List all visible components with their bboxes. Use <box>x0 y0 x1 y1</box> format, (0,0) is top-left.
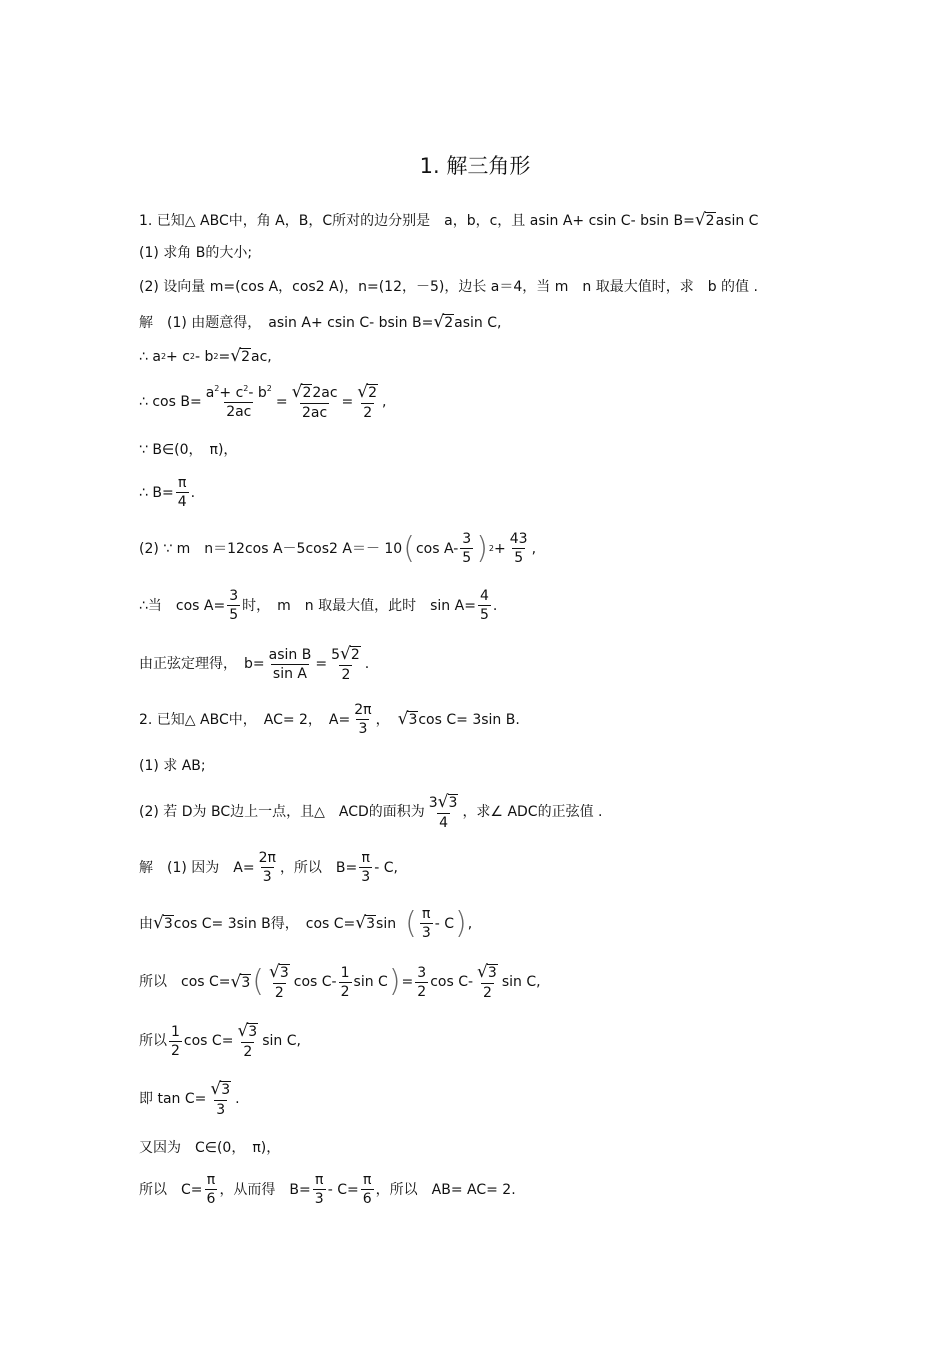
paren-right: ) <box>388 964 401 999</box>
fraction: √ 3 2 <box>269 962 289 1001</box>
text: ，求∠ ADC的正弦值 . <box>462 804 603 820</box>
solution-1-line-3 <box>139 384 387 420</box>
sqrt: √ 3 <box>397 709 418 729</box>
fraction: 5 √ 2 2 <box>331 644 360 683</box>
sqrt: √ 3 <box>355 913 376 933</box>
fraction: $\frac{\pi}{6}$ <box>206 1172 216 1207</box>
text: , <box>382 394 387 410</box>
fraction: $\frac{2\pi}{3}$ <box>258 850 276 885</box>
text: ， <box>375 711 390 728</box>
text: - C, <box>374 859 398 876</box>
text: ac, <box>251 348 272 365</box>
fraction: $\frac{\pi}{3}$ <box>421 906 431 941</box>
sqrt: √ 2 <box>433 312 454 332</box>
sqrt: √ 3 <box>153 913 173 933</box>
sqrt: √ 3 <box>230 971 251 992</box>
text: 由正弦定理得， b= <box>139 656 265 672</box>
text: + c <box>166 348 190 365</box>
solution-2-line-3 <box>139 964 541 1000</box>
fraction: $\frac{\text{asin B}}{\text{sin A}}$ <box>268 646 312 682</box>
solution-1-line-4: ∵ B∈(0， π)， <box>139 442 238 458</box>
fraction: $\frac{\pi}{6}$ <box>362 1172 372 1207</box>
text: sin C, <box>501 974 541 990</box>
solution-1-line-8 <box>139 646 369 682</box>
text: 所以 cos C= <box>139 974 231 990</box>
text: - C= <box>327 1181 359 1198</box>
problem-2-statement <box>139 703 520 736</box>
text: = <box>218 348 231 365</box>
paren-right: ) <box>476 530 488 566</box>
exponent: 2 <box>213 351 219 361</box>
exponent: 2 <box>189 351 196 361</box>
text: ∴ a <box>139 348 161 365</box>
text: - b <box>195 348 214 365</box>
text: 解 (1) 因为 A= <box>139 859 255 876</box>
problem-2-question-1: (1) 求 AB; <box>139 758 206 774</box>
fraction: $\frac{2\pi}{3}$ <box>354 702 372 737</box>
paren-left: ( <box>252 964 264 999</box>
text: asin C <box>715 212 759 229</box>
text: = <box>341 394 354 410</box>
text: cos C= 3sin B得， cos C= <box>173 915 356 932</box>
text: = <box>275 394 288 410</box>
text: ∴当 cos A= <box>139 597 226 614</box>
problem-2-question-2 <box>139 794 602 830</box>
text: asin C, <box>454 314 502 331</box>
text: 所以 C= <box>139 1181 203 1198</box>
solution-2-line-1 <box>139 851 398 884</box>
text: (2) ∵ m n＝12cos A－5cos2 A＝－ 10 <box>139 540 403 557</box>
fraction: $\frac{3}{2}$ <box>417 964 427 1000</box>
text: sin C, <box>262 1033 301 1049</box>
text: sin <box>376 915 397 932</box>
fraction: $\frac{1}{2}$ <box>340 964 350 1000</box>
text: cos C- <box>293 974 337 990</box>
solution-1-line-6 <box>139 532 536 565</box>
text: 解 (1) 由题意得， asin A+ csin C- bsin B= <box>139 314 434 331</box>
fraction: $\frac{\pi}{3}$ <box>314 1172 324 1207</box>
text: cos A- <box>415 540 459 557</box>
text: , <box>467 915 473 932</box>
text: + <box>494 540 506 557</box>
problem-1-question-1: (1) 求角 B的大小; <box>139 245 253 261</box>
paren-right: ) <box>455 905 467 941</box>
text: 时， m n 取最大值，此时 sin A= <box>242 597 476 614</box>
text: ，从而得 B= <box>219 1181 311 1198</box>
fraction: $\frac{3}{5}$ <box>229 588 239 623</box>
fraction: √ 2 2 <box>357 382 378 421</box>
text: , <box>531 540 537 557</box>
solution-2-line-6: 又因为 C∈(0， π)， <box>139 1140 281 1156</box>
solution-1-line-7 <box>139 589 497 622</box>
exponent: 2 <box>160 351 167 361</box>
solution-2-line-7 <box>139 1173 516 1206</box>
text: = <box>315 656 328 672</box>
solution-2-line-2 <box>139 907 472 940</box>
text: - C <box>434 915 455 932</box>
text: . <box>235 1091 240 1107</box>
text: 由 <box>139 915 153 932</box>
fraction: $\frac{1}{2}$ <box>171 1023 180 1059</box>
fraction: $\frac{a^2+ c^2- b^2}{2ac}$ <box>205 384 272 420</box>
text: ∴ B= <box>139 484 174 501</box>
fraction: √ 3 2 <box>477 962 497 1001</box>
fraction: $\frac{\pi}{4}$ <box>177 475 187 510</box>
fraction: $\frac{43}{5}$ <box>509 531 528 566</box>
paren-left: ( <box>403 530 415 566</box>
fraction: 3 √ 3 4 <box>428 792 458 831</box>
fraction: √ 3 3 <box>210 1079 231 1118</box>
text: (2) 若 D为 BC边上一点，且△ ACD的面积为 <box>139 804 425 820</box>
fraction: $\frac{4}{5}$ <box>479 588 489 623</box>
text: 2. 已知△ ABC中， AC= 2， A= <box>139 711 351 728</box>
text: = <box>401 974 414 990</box>
fraction: √ 3 2 <box>237 1021 258 1060</box>
solution-1-line-2 <box>139 348 272 365</box>
text: ，所以 B= <box>279 859 358 876</box>
solution-1-line-1 <box>139 314 501 331</box>
text: 1. 已知△ ABC中，角 A，B，C所对的边分别是 a，b，c，且 asin A+ csin C- bsin B= <box>139 212 695 229</box>
sqrt: √ 2 <box>230 346 250 366</box>
text: . <box>492 597 498 614</box>
fraction: $\frac{\pi}{3}$ <box>361 850 371 885</box>
solution-2-line-4 <box>139 1023 301 1059</box>
text: cos C= 3sin B. <box>418 711 520 728</box>
page-title: 1. 解三角形 <box>419 154 531 178</box>
text: cos C= <box>183 1033 234 1049</box>
text: . <box>364 656 370 672</box>
fraction: $\frac{3}{5}$ <box>462 531 472 566</box>
solution-1-line-5 <box>139 476 195 509</box>
problem-1-question-2: (2) 设向量 m=(cos A，cos2 A)，n=(12，－5)，边长 a＝4，当 m n 取最大值时，求 b 的值 . <box>139 279 758 295</box>
exponent: 2 <box>488 543 494 553</box>
fraction: √ 2 2ac 2ac <box>291 382 338 421</box>
text: sin C <box>353 974 388 990</box>
solution-2-line-5 <box>139 1081 240 1117</box>
text: . <box>190 484 196 501</box>
text: 所以 <box>139 1033 167 1049</box>
paren-left: ( <box>405 905 417 941</box>
text: 即 tan C= <box>139 1091 207 1107</box>
text: cos C- <box>430 974 474 990</box>
problem-1-statement <box>139 212 758 229</box>
text: ∴ cos B= <box>139 394 202 410</box>
text: ，所以 AB= AC= 2. <box>375 1181 516 1198</box>
sqrt: √ 2 <box>694 210 715 230</box>
